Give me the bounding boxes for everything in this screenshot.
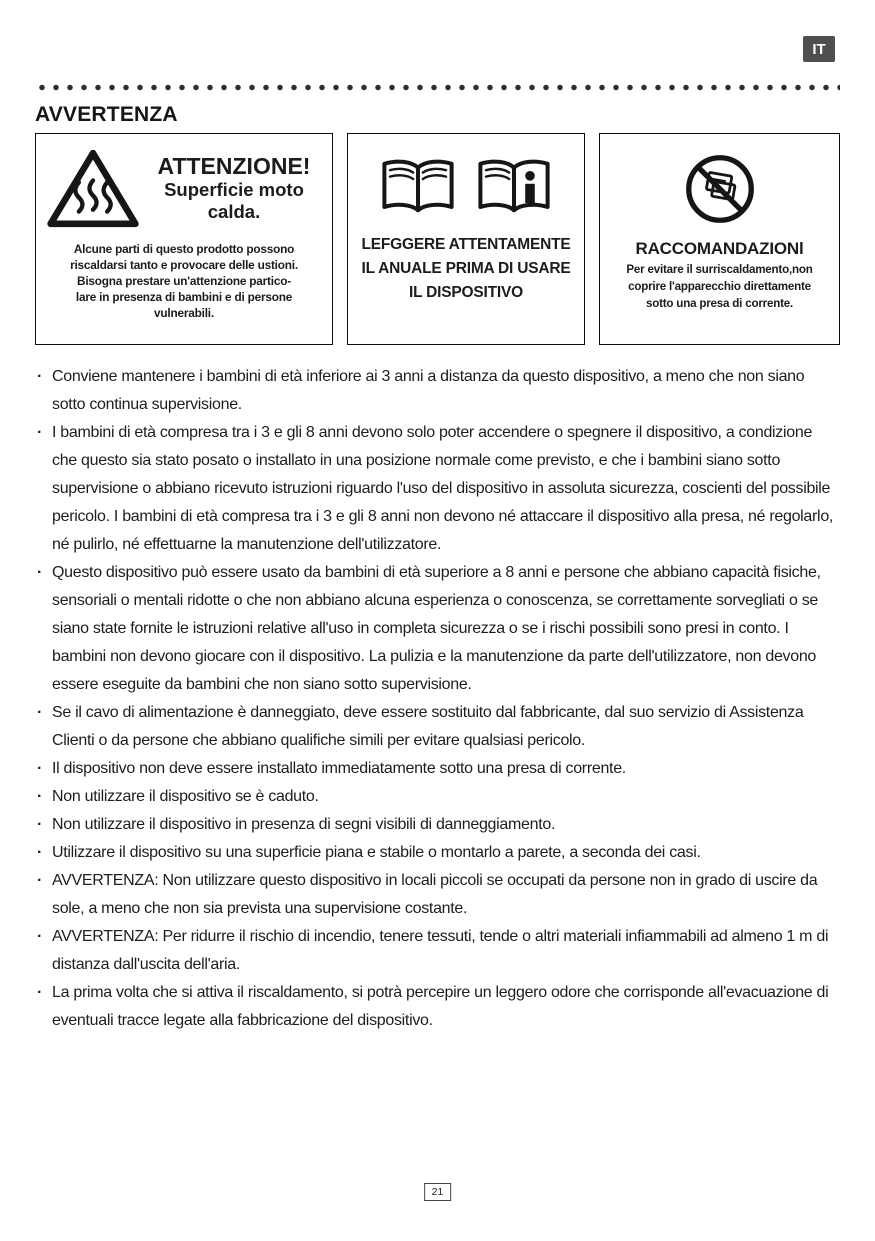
read-manual-title-line: LEFGGERE ATTENTAMENTE (361, 236, 571, 253)
bullet-text: Non utilizzare il dispositivo se è caduto. (52, 788, 319, 805)
safety-bullet (37, 979, 840, 1035)
hot-surface-body-line: Bisogna prestare un'attenzione partico- (77, 274, 291, 289)
recommendations-body (608, 262, 831, 312)
safety-bullet (37, 363, 840, 419)
read-manual-icons (356, 156, 576, 218)
hot-surface-header (44, 144, 324, 232)
bullet-marker: · (37, 872, 43, 889)
bullet-marker: · (37, 816, 43, 833)
safety-bullet (37, 559, 840, 699)
bullet-text: AVVERTENZA: Per ridurre il rischio di incendio, tenere tessuti, tende o altri materiali infiammabili ad almeno 1 m di distanza dall'uscita dell'aria. (52, 928, 829, 973)
safety-bullet (37, 419, 840, 559)
hot-surface-warning-box (35, 133, 333, 345)
attention-subtitle-line: calda. (207, 200, 261, 222)
info-manual-book-icon (474, 156, 554, 218)
recommendations-body-line: sotto una presa di corrente. (645, 296, 794, 310)
recommendations-body-line: coprire l'apparecchio direttamente (628, 279, 811, 293)
page-number: 21 (424, 1183, 452, 1201)
info-i-glyph (525, 171, 535, 203)
attention-subtitle-line: Superficie moto (164, 178, 304, 200)
bullet-text: Questo dispositivo può essere usato da bambini di età superiore a 8 anni e persone che abbiano capacità fisiche, sensoriali o mentali ridotte o che non abbiano alcuna esperienza o conoscenza, se correttamente sorvegliati o se siano state fornite le istruzioni relative all'uso in completa sicurezza o se i rischi possibili sono presi in conto. I bambini non devono giocare con il dispositivo. La pulizia e la manutenzione da parte dell'utilizzatore, non devono essere eseguite da bambini che non siano sotto supervisione. (52, 564, 821, 693)
bullet-marker: · (37, 788, 43, 805)
read-manual-box (347, 133, 585, 345)
page-title: AVVERTENZA (35, 103, 178, 126)
bullet-marker: · (37, 368, 43, 385)
safety-bullet (37, 839, 840, 867)
read-manual-title-line: IL ANUALE PRIMA DI USARE (361, 260, 571, 278)
bullet-text: Se il cavo di alimentazione è danneggiato, deve essere sostituito dal fabbricante, dal suo servizio di Assistenza Clienti o da persone che abbiano qualifiche simili per evitare qualsiasi pericolo. (52, 704, 804, 749)
bullet-text: Non utilizzare il dispositivo in presenza di segni visibili di danneggiamento. (52, 816, 556, 833)
safety-instructions-list (35, 363, 840, 1035)
bullet-text: La prima volta che si attiva il riscaldamento, si potrà percepire un leggero odore che corrisponde all'evacuazione di eventuali tracce legate alla fabbricazione del dispositivo. (52, 984, 829, 1029)
safety-bullet (37, 867, 840, 923)
hot-surface-body-line: lare in presenza di bambini e di persone (75, 290, 293, 305)
recommendations-title: RACCOMANDAZIONl (635, 239, 804, 258)
hot-surface-titles (144, 154, 324, 223)
safety-bullet (37, 783, 840, 811)
bullet-text: Il dispositivo non deve essere installato immediatamente sotto una presa di corrente. (52, 760, 626, 777)
read-manual-title-line: IL DISPOSITIVO (408, 284, 524, 302)
dotted-separator (35, 84, 840, 91)
safety-bullet (37, 923, 840, 979)
recommendations-box (599, 133, 840, 345)
bullet-text: Conviene mantenere i bambini di età inferiore ai 3 anni a distanza da questo dispositivo, a meno che non siano sotto continua supervisione. (52, 368, 805, 413)
bullet-marker: · (37, 704, 43, 721)
bullet-marker: · (37, 424, 43, 441)
do-not-cover-prohibition-icon (683, 152, 757, 226)
safety-bullet (37, 755, 840, 783)
attention-title: ATTENZIONE! (157, 152, 311, 179)
bullet-text: Utilizzare il dispositivo su una superficie piana e stabile o montarlo a parete, a seconda dei casi. (52, 844, 701, 861)
prohibition-icon-wrap (608, 152, 831, 231)
bullet-marker: · (37, 928, 43, 945)
warning-boxes-row (35, 133, 840, 345)
bullet-text: I bambini di età compresa tra i 3 e gli 8 anni devono solo poter accendere o spegnere il dispositivo, a condizione che questo sia stato posato o installato in una posizione normale come previsto, e che i bambini siano sotto supervisione o abbiano ricevuto istruzioni riguardo l'uso del dispositivo in assoluta sicurezza, coscienti del possibile pericolo. I bambini di età compresa tra i 3 e gli 8 anni non devono né attaccare il dispositivo alla presa, né regolarlo, né pulirlo, né effettuarne la manutenzione dell'utilizzatore. (52, 424, 834, 553)
hot-surface-body-line: vulnerabili. (154, 306, 214, 321)
hot-surface-body-line: riscaldarsi tanto e provocare delle ustioni. (70, 258, 298, 273)
hot-surface-warning-triangle-icon (44, 144, 142, 232)
bullet-marker: · (37, 844, 43, 861)
hot-surface-body-line: Alcune parti di questo prodotto possono (73, 242, 295, 256)
safety-bullet (37, 811, 840, 839)
hot-surface-body (44, 241, 324, 321)
bullet-marker: · (37, 760, 43, 777)
bullet-text: AVVERTENZA: Non utilizzare questo dispositivo in locali piccoli se occupati da persone non in grado di uscire da sole, a meno che non sia prevista una supervisione costante. (52, 872, 818, 917)
bullet-marker: · (37, 984, 43, 1001)
language-badge: IT (803, 36, 835, 62)
open-book-icon (378, 156, 458, 218)
recommendations-body-line: Per evitare il surriscaldamento,non (626, 263, 813, 276)
read-manual-title (356, 233, 576, 305)
bullet-marker: · (37, 564, 43, 581)
safety-bullet (37, 699, 840, 755)
